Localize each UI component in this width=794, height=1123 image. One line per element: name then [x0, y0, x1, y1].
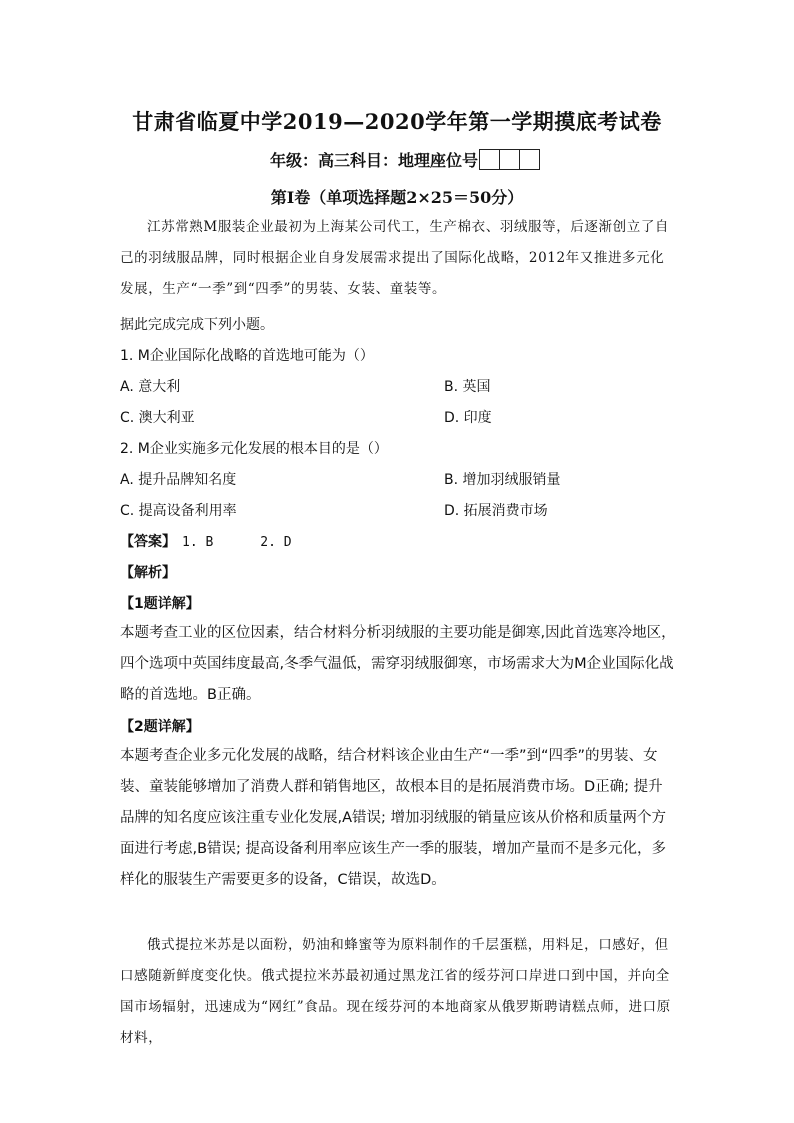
instruction: 据此完成完成下列小题。 — [120, 317, 274, 333]
answer-value: 1. B 2. D — [182, 535, 292, 550]
answer-line — [120, 531, 292, 551]
detail-2-text: 本题考查企业多元化发展的战略，结合材料该企业由生产“一季”到“四季”的男装、女装、童装能够增加了消费人群和销售地区，故根本目的是拓展消费市场。D正确; 提升品牌的知名度应该注重专业化发展,A错误; 增加羽绒服的销量应该从价格和质量两个方面进行考虑,B错误; 提高设备利用率应该生产一季的服装，增加产量而不是多元化，多样化的服装生产需要更多的设备，C错误，故选D。 — [120, 748, 667, 888]
seat-box — [519, 149, 540, 170]
detail-2-label: 【2题详解】 — [120, 719, 200, 735]
answer-label: 【答案】 — [120, 534, 176, 550]
question-2-stem: 2. M企业实施多元化发展的根本目的是（） — [120, 441, 388, 457]
detail-1-text: 本题考查工业的区位因素，结合材料分析羽绒服的主要功能是御寒,因此首选寒冷地区，四个选项中英国纬度最高,冬季气温低，需穿羽绒服御寒，市场需求大为M企业国际化战略的首选地。B正确。 — [120, 625, 676, 703]
question-1-stem: 1. M企业国际化战略的首选地可能为（） — [120, 348, 374, 364]
q2-option-b: B. 增加羽绒服销量 — [444, 472, 561, 488]
exam-title: 甘肃省临夏中学2019—2020学年第一学期摸底考试卷 — [132, 109, 662, 134]
q1-option-a: A. 意大利 — [120, 379, 181, 395]
passage-1: 江苏常熟M服装企业最初为上海某公司代工，生产棉衣、羽绒服等，后逐渐创立了自己的羽绒服品牌，同时根据企业自身发展需求提出了国际化战略，2012年又推进多元化发展，生产“一季”到“四季”的男装、女装、童装等。 — [120, 219, 670, 297]
section-title: 第Ⅰ卷（单项选择题2×25＝50分） — [270, 188, 524, 207]
seat-number-boxes — [480, 149, 540, 174]
q2-option-c: C. 提高设备利用率 — [120, 503, 237, 519]
q1-option-b: B. 英国 — [444, 379, 491, 395]
q2-option-a: A. 提升品牌知名度 — [120, 472, 237, 488]
grade-subject-line — [270, 148, 540, 174]
grade-subject-text: 年级：高三科目：地理座位号 — [270, 151, 479, 170]
analysis-label: 【解析】 — [120, 565, 176, 581]
q1-option-c: C. 澳大利亚 — [120, 410, 195, 426]
seat-box — [499, 149, 520, 170]
q2-option-d: D. 拓展消费市场 — [444, 503, 548, 519]
seat-box — [479, 149, 500, 170]
passage-2: 俄式提拉米苏是以面粉，奶油和蜂蜜等为原料制作的千层蛋糕，用料足，口感好，但口感随新鲜度变化快。俄式提拉米苏最初通过黑龙江省的绥芬河口岸进口到中国，并向全国市场辐射，迅速成为“网红”食品。现在绥芬河的本地商家从俄罗斯聘请糕点师，进口原材料， — [120, 937, 671, 1046]
detail-1-label: 【1题详解】 — [120, 596, 200, 612]
q1-option-d: D. 印度 — [444, 410, 492, 426]
